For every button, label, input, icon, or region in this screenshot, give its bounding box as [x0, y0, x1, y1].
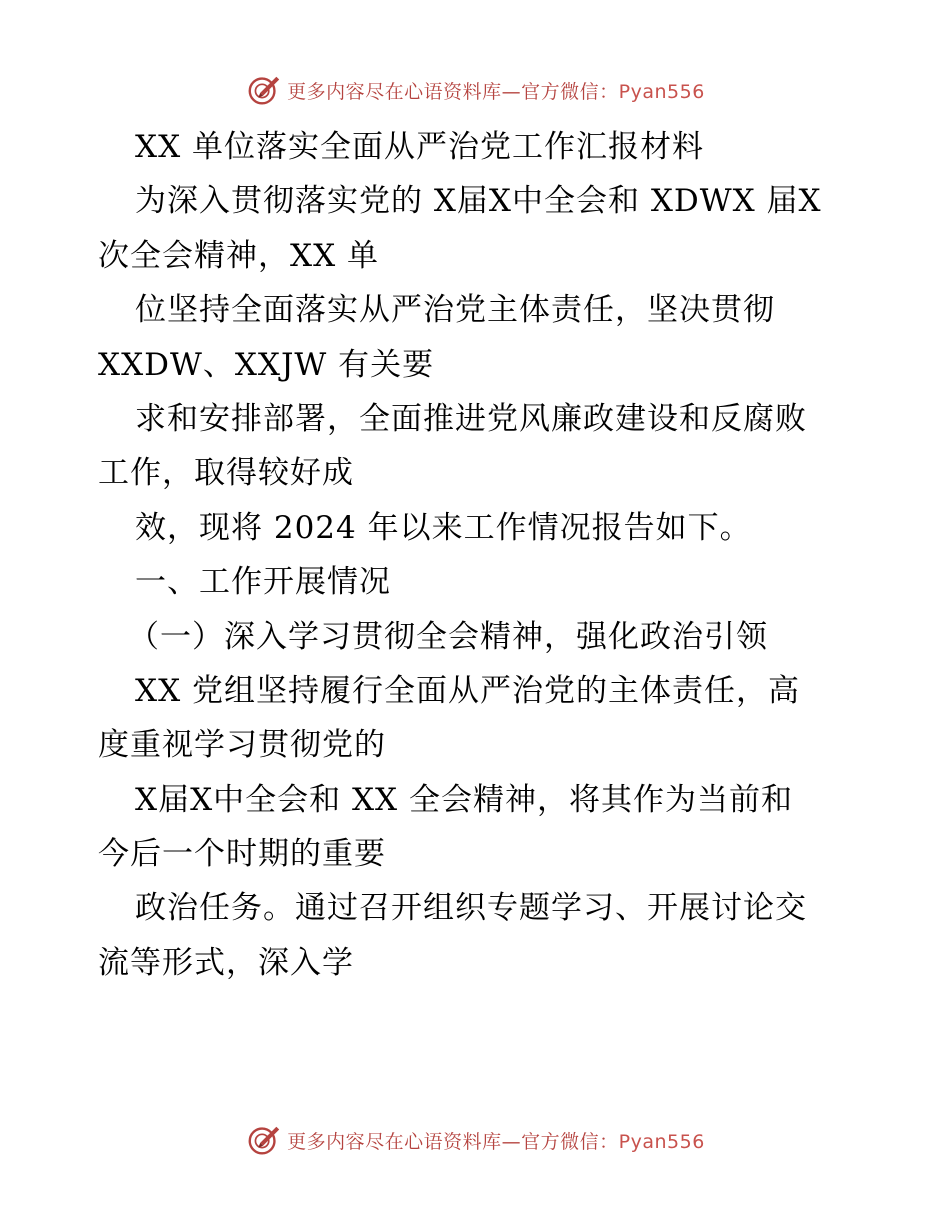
- document-body: [98, 120, 858, 990]
- section-heading: 一、工作开展情况: [135, 564, 391, 601]
- watermark-wechat-id: Pyan556: [618, 1130, 705, 1153]
- paragraph-line: 效，现将 2024 年以来工作情况报告如下。: [135, 509, 752, 546]
- paragraph-line: 求和安排部署，全面推进党风廉政建设和反腐败: [135, 400, 807, 437]
- footer-watermark: [0, 1120, 950, 1160]
- paragraph-line: 位坚持全面落实从严治党主体责任，坚决贯彻: [135, 292, 775, 329]
- header-watermark: [0, 70, 950, 110]
- paragraph-line: 流等形式，深入学: [98, 944, 354, 981]
- document-title: XX 单位落实全面从严治党工作汇报材料: [135, 129, 704, 165]
- paragraph-line: 政治任务。通过召开组织专题学习、开展讨论交: [135, 890, 807, 927]
- watermark-group: [245, 71, 705, 109]
- paragraph-line: XX 党组坚持履行全面从严治党的主体责任，高: [135, 672, 800, 709]
- pen-circle-logo-icon: [245, 71, 283, 109]
- paragraph-line: 度重视学习贯彻党的: [98, 727, 386, 764]
- watermark-wechat-id: Pyan556: [618, 80, 705, 103]
- watermark-text: [287, 1127, 705, 1154]
- paragraph-line: XXDW、XXJW 有关要: [98, 346, 435, 383]
- paragraph-line: 今后一个时期的重要: [98, 836, 386, 873]
- paragraph-line: 为深入贯彻落实党的 X届X中全会和 XDWX 届X: [135, 183, 822, 220]
- paragraph-line: 次全会精神，XX 单: [98, 237, 379, 274]
- paragraph-line: X届X中全会和 XX 全会精神，将其作为当前和: [135, 781, 793, 818]
- paragraph-line: 工作，取得较好成: [98, 455, 354, 492]
- watermark-slogan: 更多内容尽在心语资料库—官方微信：: [287, 1130, 619, 1153]
- watermark-slogan: 更多内容尽在心语资料库—官方微信：: [287, 80, 619, 103]
- subsection-heading: （一）深入学习贯彻全会精神，强化政治引领: [128, 618, 768, 655]
- watermark-text: [287, 77, 705, 104]
- watermark-group: [245, 1121, 705, 1159]
- pen-circle-logo-icon: [245, 1121, 283, 1159]
